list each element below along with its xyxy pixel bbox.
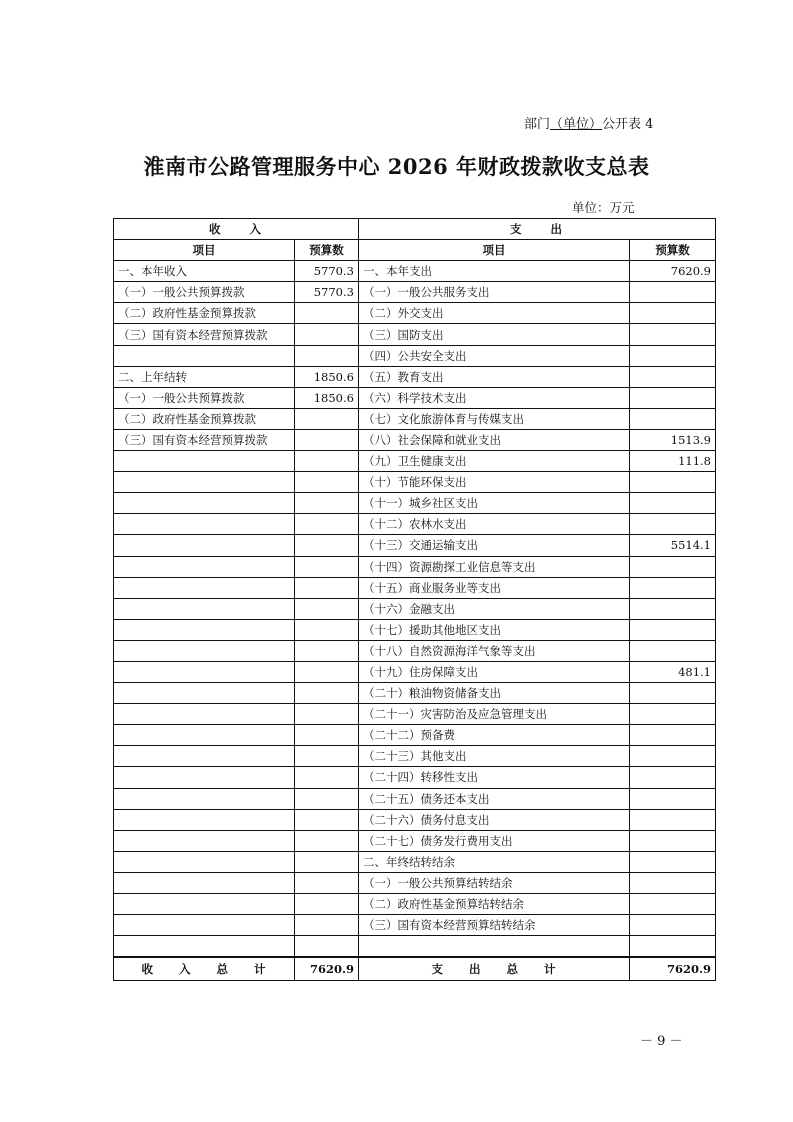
table-row [114, 282, 716, 303]
expense-section-header: 支 出 [358, 219, 715, 240]
expense-total-label: 支 出 总 计 [358, 957, 629, 981]
table-row [114, 640, 716, 661]
table-row [114, 429, 716, 450]
income-amount-cell [295, 556, 359, 577]
expense-amount-cell [630, 472, 716, 493]
expense-item-cell [358, 936, 629, 958]
expense-amount-cell [630, 556, 716, 577]
expense-amount-cell [630, 577, 716, 598]
income-item-cell [114, 767, 295, 788]
expense-amount-cell [630, 915, 716, 936]
income-amount-cell [295, 915, 359, 936]
expense-item-cell: （七）文化旅游体育与传媒支出 [358, 408, 629, 429]
income-amount-cell [295, 746, 359, 767]
expense-item-cell: （八）社会保障和就业支出 [358, 429, 629, 450]
expense-item-header: 项目 [358, 240, 629, 261]
income-amount-cell [295, 598, 359, 619]
income-item-cell: （三）国有资本经营预算拨款 [114, 429, 295, 450]
table-row [114, 683, 716, 704]
table-row [114, 345, 716, 366]
table-row [114, 936, 716, 958]
expense-amount-cell [630, 598, 716, 619]
expense-amount-cell [630, 345, 716, 366]
expense-amount-cell [630, 387, 716, 408]
section-header-row [114, 219, 716, 240]
expense-amount-cell [630, 767, 716, 788]
income-amount-header: 预算数 [295, 240, 359, 261]
expense-item-cell: （二十七）债务发行费用支出 [358, 830, 629, 851]
expense-item-cell: （二十一）灾害防治及应急管理支出 [358, 704, 629, 725]
income-item-cell [114, 345, 295, 366]
expense-total-value: 7620.9 [630, 957, 716, 981]
expense-amount-cell: 1513.9 [630, 429, 716, 450]
table-row [114, 872, 716, 893]
expense-amount-cell [630, 788, 716, 809]
income-item-cell [114, 619, 295, 640]
income-item-cell [114, 493, 295, 514]
expense-item-cell: （十七）援助其他地区支出 [358, 619, 629, 640]
expense-amount-cell [630, 872, 716, 893]
income-amount-cell: 5770.3 [295, 261, 359, 282]
income-item-cell [114, 809, 295, 830]
income-amount-cell [295, 324, 359, 345]
table-row [114, 704, 716, 725]
table-row [114, 366, 716, 387]
expense-item-cell: （十四）资源勘探工业信息等支出 [358, 556, 629, 577]
income-item-cell [114, 640, 295, 661]
expense-item-cell: （十五）商业服务业等支出 [358, 577, 629, 598]
expense-amount-cell [630, 830, 716, 851]
expense-amount-cell [630, 408, 716, 429]
income-section-header: 收 入 [114, 219, 359, 240]
income-item-cell: 二、上年结转 [114, 366, 295, 387]
expense-amount-cell: 111.8 [630, 451, 716, 472]
income-item-cell [114, 451, 295, 472]
income-item-cell [114, 872, 295, 893]
income-amount-cell [295, 619, 359, 640]
expense-amount-cell: 7620.9 [630, 261, 716, 282]
expense-amount-cell [630, 683, 716, 704]
expense-item-cell: （二十六）债务付息支出 [358, 809, 629, 830]
expense-amount-cell [630, 746, 716, 767]
income-item-cell [114, 894, 295, 915]
income-amount-cell [295, 936, 359, 958]
income-amount-cell [295, 767, 359, 788]
income-amount-cell [295, 345, 359, 366]
table-row [114, 387, 716, 408]
table-row [114, 472, 716, 493]
income-item-cell [114, 788, 295, 809]
table-row [114, 830, 716, 851]
income-item-cell [114, 535, 295, 556]
expense-amount-cell: 5514.1 [630, 535, 716, 556]
expense-item-cell: （二十二）预备费 [358, 725, 629, 746]
income-item-cell [114, 598, 295, 619]
income-item-cell: （二）政府性基金预算拨款 [114, 303, 295, 324]
table-row [114, 746, 716, 767]
expense-item-cell: （三）国防支出 [358, 324, 629, 345]
table-row [114, 809, 716, 830]
table-row [114, 788, 716, 809]
table-row [114, 767, 716, 788]
expense-amount-cell [630, 704, 716, 725]
expense-item-cell: （九）卫生健康支出 [358, 451, 629, 472]
doc-table-tag [524, 113, 653, 132]
expense-amount-cell [630, 936, 716, 958]
income-amount-cell [295, 661, 359, 682]
expense-item-cell: （一）一般公共服务支出 [358, 282, 629, 303]
income-amount-cell [295, 851, 359, 872]
expense-amount-cell: 481.1 [630, 661, 716, 682]
table-row [114, 451, 716, 472]
doc-tag-suffix: 公开表 4 [602, 117, 654, 132]
table-row [114, 661, 716, 682]
expense-amount-cell [630, 324, 716, 345]
income-item-cell: 一、本年收入 [114, 261, 295, 282]
doc-tag-prefix: 部门 [524, 117, 551, 132]
expense-item-cell: （十六）金融支出 [358, 598, 629, 619]
expense-amount-cell [630, 366, 716, 387]
expense-item-cell: （十三）交通运输支出 [358, 535, 629, 556]
budget-table [113, 218, 716, 981]
income-amount-cell [295, 429, 359, 450]
income-item-cell [114, 661, 295, 682]
table-row [114, 725, 716, 746]
income-item-cell [114, 577, 295, 598]
expense-amount-cell [630, 282, 716, 303]
table-row [114, 851, 716, 872]
page-number: － 9 － [640, 1034, 683, 1049]
income-amount-cell [295, 809, 359, 830]
expense-item-cell: 二、年终结转结余 [358, 851, 629, 872]
expense-item-cell: 一、本年支出 [358, 261, 629, 282]
income-item-cell [114, 725, 295, 746]
income-amount-cell: 1850.6 [295, 387, 359, 408]
income-total-value: 7620.9 [295, 957, 359, 981]
expense-item-cell: （五）教育支出 [358, 366, 629, 387]
expense-item-cell: （二十四）转移性支出 [358, 767, 629, 788]
expense-item-cell: （二十五）债务还本支出 [358, 788, 629, 809]
income-item-header: 项目 [114, 240, 295, 261]
expense-amount-cell [630, 809, 716, 830]
expense-item-cell: （四）公共安全支出 [358, 345, 629, 366]
income-item-cell [114, 746, 295, 767]
income-amount-cell [295, 788, 359, 809]
table-row [114, 535, 716, 556]
expense-amount-cell [630, 725, 716, 746]
table-row [114, 324, 716, 345]
income-amount-cell [295, 640, 359, 661]
expense-amount-cell [630, 894, 716, 915]
page-title: 淮南市公路管理服务中心 2026 年财政拨款收支总表 [143, 154, 650, 179]
expense-item-cell: （二十）粮油物资储备支出 [358, 683, 629, 704]
income-item-cell [114, 915, 295, 936]
expense-amount-cell [630, 851, 716, 872]
expense-item-cell: （六）科学技术支出 [358, 387, 629, 408]
expense-item-cell: （十九）住房保障支出 [358, 661, 629, 682]
income-amount-cell: 1850.6 [295, 366, 359, 387]
income-amount-cell [295, 704, 359, 725]
table-row [114, 261, 716, 282]
income-item-cell [114, 704, 295, 725]
expense-amount-cell [630, 303, 716, 324]
table-row [114, 303, 716, 324]
expense-item-cell: （十）节能环保支出 [358, 472, 629, 493]
income-amount-cell: 5770.3 [295, 282, 359, 303]
expense-item-cell: （十一）城乡社区支出 [358, 493, 629, 514]
income-item-cell: （三）国有资本经营预算拨款 [114, 324, 295, 345]
expense-amount-cell [630, 493, 716, 514]
income-item-cell: （一）一般公共预算拨款 [114, 282, 295, 303]
expense-item-cell: （十八）自然资源海洋气象等支出 [358, 640, 629, 661]
table-row [114, 514, 716, 535]
income-amount-cell [295, 408, 359, 429]
doc-tag-unit: （单位） [550, 117, 603, 132]
income-item-cell [114, 936, 295, 958]
table-row [114, 619, 716, 640]
table-row [114, 408, 716, 429]
expense-item-cell: （三）国有资本经营预算结转结余 [358, 915, 629, 936]
income-amount-cell [295, 535, 359, 556]
table-row [114, 915, 716, 936]
expense-amount-cell [630, 640, 716, 661]
expense-amount-header: 预算数 [630, 240, 716, 261]
income-item-cell [114, 514, 295, 535]
expense-item-cell: （一）一般公共预算结转结余 [358, 872, 629, 893]
table-row [114, 556, 716, 577]
income-amount-cell [295, 725, 359, 746]
income-amount-cell [295, 683, 359, 704]
income-amount-cell [295, 872, 359, 893]
income-amount-cell [295, 493, 359, 514]
income-item-cell [114, 556, 295, 577]
income-amount-cell [295, 894, 359, 915]
income-amount-cell [295, 577, 359, 598]
unit-label: 单位：万元 [572, 200, 635, 215]
table-row [114, 894, 716, 915]
income-total-label: 收 入 总 计 [114, 957, 295, 981]
expense-item-cell: （十二）农林水支出 [358, 514, 629, 535]
income-item-cell: （二）政府性基金预算拨款 [114, 408, 295, 429]
expense-item-cell: （二）政府性基金预算结转结余 [358, 894, 629, 915]
income-item-cell [114, 472, 295, 493]
income-amount-cell [295, 451, 359, 472]
income-item-cell [114, 830, 295, 851]
expense-amount-cell [630, 514, 716, 535]
income-amount-cell [295, 830, 359, 851]
expense-item-cell: （二）外交支出 [358, 303, 629, 324]
expense-item-cell: （二十三）其他支出 [358, 746, 629, 767]
expense-amount-cell [630, 619, 716, 640]
income-item-cell [114, 683, 295, 704]
table-row [114, 577, 716, 598]
column-header-row [114, 240, 716, 261]
income-amount-cell [295, 472, 359, 493]
income-amount-cell [295, 303, 359, 324]
income-item-cell: （一）一般公共预算拨款 [114, 387, 295, 408]
income-amount-cell [295, 514, 359, 535]
totals-row [114, 957, 716, 981]
table-row [114, 493, 716, 514]
table-row [114, 598, 716, 619]
income-item-cell [114, 851, 295, 872]
